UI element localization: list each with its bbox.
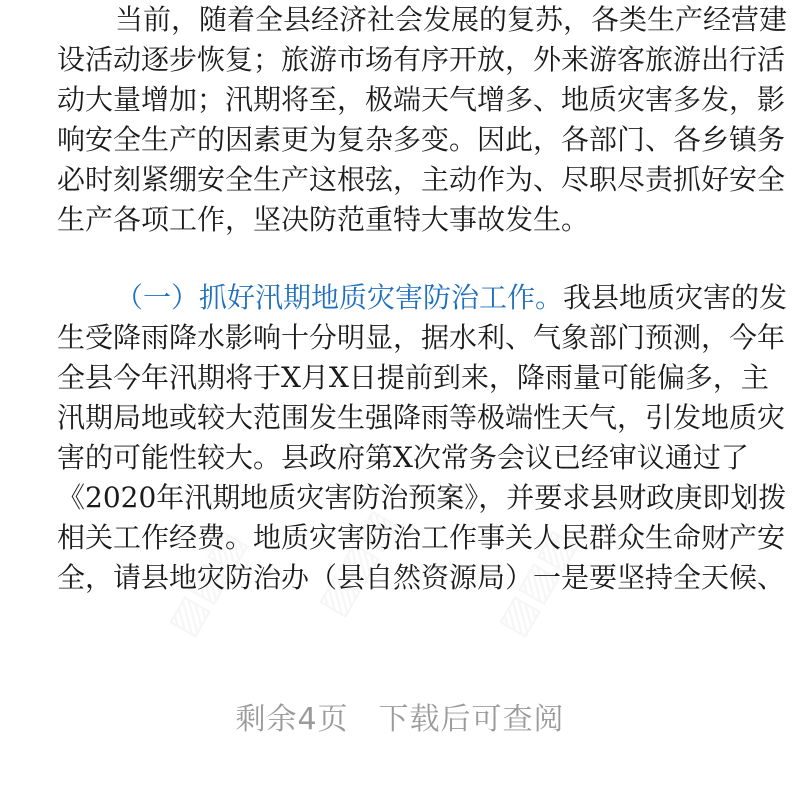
download-banner[interactable] (0, 690, 800, 750)
paragraph-1-line-4: 响安全生产的因素更为复杂多变。因此，各部门、各乡镇务 (57, 123, 786, 156)
watermark-mark: ▨▨▨ (158, 522, 255, 644)
watermark-mark: ▨▨▨ (488, 522, 585, 644)
paragraph-1-line-3: 动大量增加；汛期将至，极端天气增多、地质灾害多发，影 (57, 83, 786, 116)
watermark-mark: ▨▨▨ (308, 502, 405, 624)
paragraph-2-line-5: 害的可能性较大。县政府第X次常务会议已经审议通过了 (57, 441, 749, 474)
paragraph-1-line-2: 设活动逐步恢复；旅游市场有序开放，外来游客旅游出行活 (57, 43, 786, 76)
remaining-pages-label[interactable]: 剩余4页 (235, 702, 349, 737)
paragraph-1-line-1: 当前，随着全县经济社会发展的复苏，各类生产经营建 (115, 3, 788, 36)
section-heading: （一）抓好汛期地质灾害防治工作。 (115, 281, 564, 314)
download-hint-label[interactable]: 下载后可查阅 (378, 702, 565, 737)
paragraph-2-line-7: 相关工作经费。地质灾害防治工作事关人民群众生命财产安 (57, 521, 786, 554)
paragraph-1-line-5: 必时刻紧绷安全生产这根弦，主动作为、尽职尽责抓好安全 (57, 163, 786, 196)
paragraph-2-line-6: 《2020年汛期地质灾害防治预案》，并要求县财政庚即划拨 (57, 481, 787, 514)
paragraph-2-line-4: 汛期局地或较大范围发生强降雨等极端性天气，引发地质灾 (57, 401, 786, 434)
paragraph-1-line-6: 生产各项工作，坚决防范重特大事故发生。 (57, 203, 590, 236)
paragraph-2-line-8: 全，请县地灾防治办（县自然资源局）一是要坚持全天候、 (57, 561, 786, 594)
paragraph-2-line-3: 全县今年汛期将于X月X日提前到来，降雨量可能偏多，主 (57, 361, 769, 394)
paragraph-2-line-1 (115, 278, 788, 318)
paragraph-2-line-1-rest: 我县地质灾害的发 (563, 281, 788, 314)
paragraph-2-line-2: 生受降雨降水影响十分明显，据水利、气象部门预测，今年 (57, 321, 786, 354)
